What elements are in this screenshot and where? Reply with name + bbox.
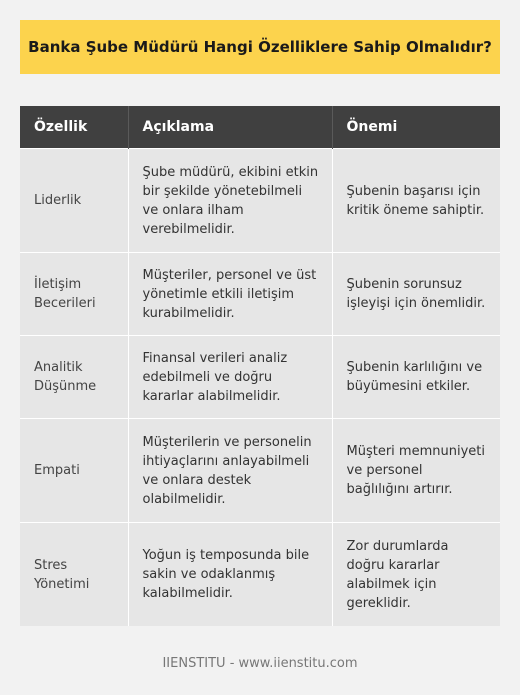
column-header-importance: Önemi [332,106,500,149]
title-banner [20,20,500,74]
table-row [20,336,500,419]
feature-cell: Empati [20,419,128,523]
description-cell: Şube müdürü, ekibini etkin bir şekilde yönetebilmeli ve onlara ilham verebilmelidir. [128,149,332,253]
description-cell: Müşterilerin ve personelin ihtiyaçlarını anlayabilmeli ve onlara destek olabilmelidir. [128,419,332,523]
table-row [20,149,500,253]
column-header-feature: Özellik [20,106,128,149]
importance-cell: Şubenin sorunsuz işleyişi için önemlidir. [332,253,500,336]
table-row [20,523,500,627]
column-header-description: Açıklama [128,106,332,149]
feature-cell: İletişim Becerileri [20,253,128,336]
table-row [20,253,500,336]
table-row [20,419,500,523]
importance-cell: Müşteri memnuniyeti ve personel bağlılığını artırır. [332,419,500,523]
description-cell: Finansal verileri analiz edebilmeli ve doğru kararlar alabilmelidir. [128,336,332,419]
features-table [20,106,500,626]
description-cell: Müşteriler, personel ve üst yönetimle etkili iletişim kurabilmelidir. [128,253,332,336]
footer-credit: IIENSTITU - www.iienstitu.com [162,656,358,671]
importance-cell: Şubenin başarısı için kritik öneme sahiptir. [332,149,500,253]
feature-cell: Stres Yönetimi [20,523,128,627]
feature-cell: Liderlik [20,149,128,253]
importance-cell: Zor durumlarda doğru kararlar alabilmek için gereklidir. [332,523,500,627]
page-title: Banka Şube Müdürü Hangi Özelliklere Sahip Olmalıdır? [28,38,492,56]
table-header-row [20,106,500,149]
feature-cell: Analitik Düşünme [20,336,128,419]
importance-cell: Şubenin karlılığını ve büyümesini etkiler. [332,336,500,419]
description-cell: Yoğun iş temposunda bile sakin ve odaklanmış kalabilmelidir. [128,523,332,627]
